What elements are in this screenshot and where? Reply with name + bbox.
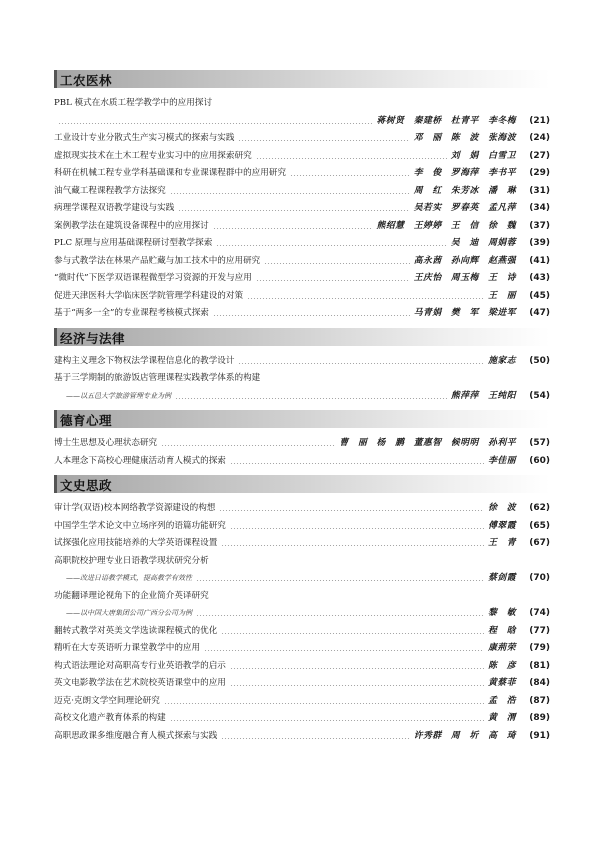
entry-page-number: (60) (529, 455, 550, 466)
entry-authors: 吴 迪 周娟蓉 (450, 238, 516, 248)
dot-leader (247, 298, 484, 299)
dot-leader (196, 580, 484, 581)
toc-section (54, 328, 550, 406)
entry-authors: 黄蔡菲 (488, 678, 516, 688)
entry-page-number: (24) (529, 133, 550, 143)
entry-authors: 邓 丽 陈 波 张海波 (413, 133, 516, 143)
entry-line (54, 640, 550, 658)
entry-line (54, 148, 550, 166)
dot-leader (290, 175, 410, 176)
dot-leader (213, 228, 373, 229)
entry-page-number: (65) (529, 520, 550, 531)
entry-detail-line (54, 605, 550, 623)
entry-page-number: (47) (529, 308, 550, 318)
entry-page-number: (50) (529, 355, 550, 366)
dot-leader (230, 668, 484, 669)
dot-leader (213, 315, 410, 316)
entry-authors: 陈 彦 (488, 660, 516, 671)
entry-line (54, 675, 550, 693)
entry-title: 高职思政课多维度融合育人模式探索与实践 (54, 730, 218, 741)
entry-title: 案例教学法在建筑设备课程中的应用探讨 (54, 220, 209, 231)
toc-entry[interactable] (54, 148, 550, 166)
entry-authors: 黄 渭 (488, 713, 516, 723)
toc-entry[interactable] (54, 623, 550, 641)
toc-section (54, 410, 550, 470)
entry-authors: 傅翠霞 (488, 520, 516, 531)
entry-line (54, 710, 550, 728)
toc-entry[interactable] (54, 200, 550, 218)
entry-page-number: (29) (529, 168, 550, 178)
toc-section (54, 475, 550, 745)
toc-entry[interactable] (54, 435, 550, 453)
entry-subtitle: ——以中国大唐集团公司广西分公司为例 (66, 609, 192, 617)
entry-page-number: (87) (529, 695, 550, 706)
dot-leader (256, 280, 410, 281)
entry-authors: 王 青 (488, 538, 516, 548)
dot-leader (221, 545, 484, 546)
entry-title: 英文电影教学法在艺术院校英语课堂中的应用 (54, 678, 226, 688)
entry-page-number: (41) (529, 255, 550, 266)
entry-line (54, 728, 550, 746)
toc-entry[interactable] (54, 658, 550, 676)
dot-leader (256, 158, 447, 159)
entry-page-number: (62) (529, 503, 550, 513)
toc-entry[interactable] (54, 553, 550, 588)
entry-page-number: (31) (529, 185, 550, 196)
dot-leader (164, 703, 484, 704)
dot-leader (196, 615, 484, 616)
entry-title: PLC 原理与应用基础课程研讨型教学探索 (54, 238, 213, 248)
dot-leader (58, 123, 373, 124)
entry-line (54, 658, 550, 676)
toc-entry[interactable] (54, 183, 550, 201)
toc-entry[interactable] (54, 130, 550, 148)
entry-page-number: (39) (529, 238, 550, 248)
entry-line (54, 435, 550, 453)
dot-leader (178, 210, 409, 211)
entry-authors: 施家志 (488, 355, 516, 366)
toc-entry[interactable] (54, 288, 550, 306)
entry-title-line (54, 588, 550, 606)
dot-leader (221, 738, 409, 739)
entry-title: 构式语法理论对高职高专行业英语教学的启示 (54, 660, 226, 671)
entry-authors: 许秀群 周 圻 高 琦 (413, 730, 516, 741)
entry-detail-line (54, 570, 550, 588)
entry-authors: 周 红 朱芳冰 潘 琳 (413, 185, 516, 196)
toc-section (54, 70, 550, 323)
toc-entry[interactable] (54, 305, 550, 323)
entry-authors: 康荊荣 (488, 643, 516, 653)
toc-entry[interactable] (54, 218, 550, 236)
toc-entry[interactable] (54, 710, 550, 728)
entry-line (54, 253, 550, 271)
toc-entry[interactable] (54, 95, 550, 130)
entry-detail-line (54, 113, 550, 131)
entry-page-number: (67) (529, 538, 550, 548)
dot-leader (170, 720, 484, 721)
entry-page-number: (77) (529, 625, 550, 636)
entry-authors: 李 俊 罗海萍 李书平 (413, 168, 516, 178)
entry-title: 试探强化应用技能培养的大学英语课程设置 (54, 538, 218, 548)
entry-authors: 蒋树贤 秦建桥 杜青平 李冬梅 (376, 115, 516, 126)
section-header (54, 328, 550, 346)
entry-line (54, 235, 550, 253)
dot-leader (230, 685, 484, 686)
dot-leader (221, 633, 484, 634)
dot-leader (230, 463, 484, 464)
section-header (54, 475, 550, 493)
entry-line (54, 130, 550, 148)
dot-leader (204, 650, 484, 651)
entry-line (54, 165, 550, 183)
entry-authors: 曹 丽 杨 鹏 董惠智 候明明 孙利平 (339, 438, 516, 448)
toc-entry[interactable] (54, 675, 550, 693)
toc-entry[interactable] (54, 728, 550, 746)
entry-title: 迈克·克朗文学空间理论研究 (54, 695, 160, 706)
entry-line (54, 353, 550, 371)
toc-entry[interactable] (54, 535, 550, 553)
entry-authors: 刘 娟 白雪卫 (450, 150, 516, 161)
entry-authors: 吴若实 罗春英 孟凡萍 (413, 203, 516, 213)
entry-page-number: (54) (529, 390, 550, 401)
entry-title: 翻转式教学对英美文学选读课程模式的优化 (54, 625, 218, 636)
entry-line (54, 183, 550, 201)
entry-title: 高职院校护理专业日语教学现状研究分析 (54, 555, 209, 566)
entry-title: 博士生思想及心理状态研究 (54, 438, 158, 448)
entry-page-number: (37) (529, 220, 550, 231)
section-header (54, 70, 550, 88)
section-title: 经济与法律 (60, 330, 126, 346)
entry-title: “微时代”下医学双语课程微型学习资源的开发与应用 (54, 273, 252, 283)
entry-page-number: (91) (529, 730, 550, 741)
toc-entry[interactable] (54, 370, 550, 405)
entry-authors: 王庆怡 周玉梅 王 诗 (413, 273, 516, 283)
entry-page-number: (79) (529, 643, 550, 653)
section-title: 文史思政 (60, 478, 113, 493)
entry-authors: 蔡剑霞 (488, 573, 516, 583)
dot-leader (238, 363, 484, 364)
entry-page-number: (45) (529, 290, 550, 301)
entry-line (54, 270, 550, 288)
entry-line (54, 305, 550, 323)
entry-title: 参与式教学法在林果产品贮藏与加工技术中的应用研究 (54, 255, 261, 266)
entry-page-number: (57) (529, 438, 550, 448)
toc-entry[interactable] (54, 270, 550, 288)
entry-title: 基于三学期制的旅游饭店管理课程实践教学体系的构建 (54, 373, 261, 383)
entry-detail-line (54, 388, 550, 406)
toc-entry[interactable] (54, 235, 550, 253)
table-of-contents (54, 70, 550, 750)
entry-authors: 熊萍萍 王纯阳 (450, 390, 516, 401)
entry-title: 审计学(双语)校本网络教学资源建设的构想 (54, 503, 216, 513)
entry-title: 病理学课程双语教学建设与实践 (54, 203, 175, 213)
entry-title-line (54, 95, 550, 113)
entry-authors: 王 丽 (488, 290, 516, 301)
entry-line (54, 535, 550, 553)
dot-leader (161, 445, 335, 446)
entry-subtitle: ——改进日语教学模式，提高教学有效性 (66, 574, 192, 582)
entry-title: 精听在大专英语听力课堂教学中的应用 (54, 643, 201, 653)
entry-line (54, 218, 550, 236)
entry-title: 促进天津医科大学临床医学院管理学科建设的对策 (54, 290, 244, 301)
entry-title: 工业设计专业分散式生产实习模式的探索与实践 (54, 133, 235, 143)
entry-authors: 黎 敏 (488, 608, 516, 618)
dot-leader (219, 510, 484, 511)
entry-title: PBL 模式在水质工程学教学中的应用探讨 (54, 98, 213, 108)
entry-title: 基于“两多一全”的专业课程考核模式探索 (54, 308, 209, 318)
entry-line (54, 693, 550, 711)
entry-page-number: (81) (529, 660, 550, 671)
entry-title: 科研在机械工程专业学科基础课和专业课课程群中的应用研究 (54, 168, 287, 178)
entry-authors: 李佳丽 (488, 455, 516, 466)
toc-entry[interactable] (54, 640, 550, 658)
entry-title: 中国学生学术论文中立场序列的语篇功能研究 (54, 520, 226, 531)
entry-title-line (54, 370, 550, 388)
entry-authors: 马青娟 樊 军 梁进军 (413, 308, 516, 318)
entry-title: 建构主义理念下物权法学课程信息化的教学设计 (54, 355, 235, 366)
toc-entry[interactable] (54, 165, 550, 183)
entry-authors: 孟 浩 (488, 695, 516, 706)
dot-leader (264, 263, 409, 264)
entry-line (54, 453, 550, 471)
section-title: 工农医林 (60, 73, 113, 88)
entry-line (54, 518, 550, 536)
entry-line (54, 623, 550, 641)
toc-entry[interactable] (54, 693, 550, 711)
dot-leader (170, 193, 410, 194)
toc-entry[interactable] (54, 588, 550, 623)
entry-authors: 高永茜 孙向辉 赵燕强 (413, 255, 516, 266)
dot-leader (238, 140, 409, 141)
entry-page-number: (89) (529, 713, 550, 723)
toc-entry[interactable] (54, 500, 550, 518)
entry-line (54, 500, 550, 518)
section-title: 德育心理 (60, 413, 113, 428)
entry-title-line (54, 553, 550, 571)
entry-authors: 徐 波 (488, 503, 516, 513)
entry-page-number: (74) (529, 608, 550, 618)
entry-authors: 程 晗 (488, 625, 516, 636)
dot-leader (230, 528, 484, 529)
entry-page-number: (27) (529, 150, 550, 161)
dot-leader (175, 398, 447, 399)
toc-entry[interactable] (54, 353, 550, 371)
entry-page-number: (21) (529, 115, 550, 126)
entry-page-number: (70) (529, 573, 550, 583)
entry-subtitle: ——以五邑大学旅游管理专业为例 (66, 391, 171, 400)
toc-entry[interactable] (54, 253, 550, 271)
entry-page-number: (43) (529, 273, 550, 283)
entry-title: 高校文化遗产教育体系的构建 (54, 713, 166, 723)
entry-title: 功能翻译理论视角下的企业简介英译研究 (54, 590, 209, 601)
entry-authors: 熊绍慧 王婷婷 王 信 徐 魏 (376, 220, 516, 231)
entry-line (54, 288, 550, 306)
entry-page-number: (84) (529, 678, 550, 688)
entry-title: 油气藏工程课程教学方法探究 (54, 185, 166, 196)
toc-entry[interactable] (54, 518, 550, 536)
dot-leader (216, 245, 447, 246)
toc-entry[interactable] (54, 453, 550, 471)
section-header (54, 410, 550, 428)
entry-page-number: (34) (529, 203, 550, 213)
entry-line (54, 200, 550, 218)
entry-title: 虚拟现实技术在土木工程专业实习中的应用探索研究 (54, 150, 252, 161)
entry-title: 人本理念下高校心理健康活动育人模式的探索 (54, 455, 226, 466)
